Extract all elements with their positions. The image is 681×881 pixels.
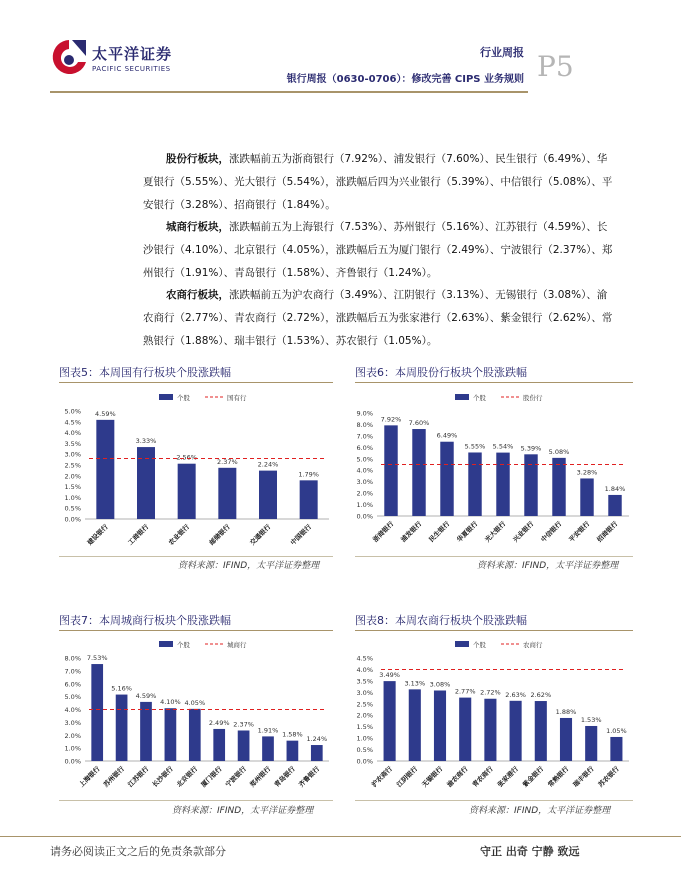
paragraph-lead: 城商行板块，: [166, 221, 229, 233]
paragraph-lead: 农商行板块，: [166, 289, 229, 301]
paragraph-line: [143, 194, 632, 217]
bar-value-label: 1.79%: [298, 470, 319, 479]
x-tick-label: 沪农商行: [369, 764, 395, 789]
bar: [96, 420, 114, 519]
y-tick-label: 4.0%: [64, 706, 81, 714]
paragraph-text: 农商行（2.77%）、青农商行（2.72%），涨跌幅后五为张家港行（2.63%）、紫金银行（2.62%）、常: [143, 312, 613, 324]
figure-caption: 图表6：本周股份行板块个股涨跌幅: [355, 366, 527, 379]
legend-label: 个股: [473, 641, 486, 649]
footer-disclaimer: 请务必阅读正文之后的免责条款部分: [50, 845, 226, 858]
bar: [311, 745, 323, 761]
chart-state-owned-banks: [59, 385, 333, 557]
bar-value-label: 2.63%: [505, 690, 526, 699]
source-divider: [59, 556, 333, 557]
chart-joint-stock-banks: [355, 385, 633, 557]
footer-motto: 守正 出奇 宁静 致远: [480, 845, 580, 858]
y-tick-label: 3.0%: [64, 718, 81, 727]
legend-swatch-bar: [159, 394, 173, 400]
bar: [189, 709, 201, 761]
logo-emblem-icon: [50, 38, 88, 80]
figure-caption: 图表7：本周城商行板块个股涨跌幅: [59, 614, 231, 627]
y-tick-label: 2.0%: [64, 731, 81, 740]
x-tick-label: 北京银行: [175, 764, 200, 789]
bar: [484, 699, 496, 761]
bar: [140, 702, 152, 761]
bar: [580, 478, 593, 516]
x-tick-label: 农业银行: [167, 522, 192, 547]
bar: [496, 453, 509, 516]
x-tick-label: 宁波银行: [223, 764, 249, 789]
figure-caption: 图表5：本周国有行板块个股涨跌幅: [59, 366, 231, 379]
bar-value-label: 1.88%: [555, 707, 577, 716]
legend-swatch-bar: [455, 641, 469, 647]
bar-value-label: 1.53%: [580, 715, 602, 724]
x-tick-label: 浦发银行: [399, 519, 424, 544]
paragraph-line: [166, 216, 632, 239]
logo-chinese-name: 太平洋证券: [92, 45, 173, 63]
y-tick-label: 2.0%: [64, 472, 81, 481]
figure-source: 资料来源：IFIND，太平洋证券整理: [469, 806, 611, 816]
x-tick-label: 瑞丰银行: [571, 764, 596, 789]
bar-value-label: 1.24%: [306, 735, 328, 744]
x-tick-label: 民生银行: [427, 519, 452, 544]
bar-value-label: 4.59%: [135, 691, 157, 700]
y-tick-label: 1.5%: [64, 483, 81, 492]
bar-value-label: 2.77%: [454, 687, 476, 696]
caption-underline: [355, 382, 633, 383]
y-tick-label: 4.0%: [356, 665, 373, 674]
bar-value-label: 2.72%: [480, 688, 501, 697]
caption-underline: [59, 382, 333, 383]
y-tick-label: 0.5%: [64, 504, 81, 513]
x-tick-label: 苏农银行: [596, 764, 621, 789]
bar-value-label: 1.84%: [604, 484, 626, 493]
y-tick-label: 0.0%: [356, 512, 373, 521]
caption-underline: [355, 630, 633, 631]
bar-value-label: 2.49%: [208, 718, 230, 727]
bar-value-label: 4.59%: [95, 409, 116, 418]
y-tick-label: 3.5%: [356, 677, 373, 686]
legend-label: 股份行: [523, 394, 543, 402]
bar: [300, 480, 318, 519]
legend-label: 国有行: [227, 394, 247, 402]
y-tick-label: 0.0%: [356, 757, 373, 766]
x-tick-label: 青农商行: [470, 764, 495, 789]
paragraph-line: [166, 148, 632, 171]
y-tick-label: 4.5%: [64, 418, 81, 427]
chart-rural-commercial-banks: [355, 633, 633, 801]
legend-label: 城商行: [227, 641, 247, 649]
bar-value-label: 4.10%: [160, 698, 181, 707]
bar-value-label: 1.91%: [257, 726, 279, 735]
page-number: P5: [537, 50, 574, 83]
y-tick-label: 8.0%: [64, 654, 81, 663]
x-tick-label: 渝农商行: [445, 764, 470, 789]
report-title: 银行周报（0630-0706）：修改完善 CIPS 业务规则: [286, 74, 524, 85]
x-tick-label: 齐鲁银行: [297, 764, 322, 789]
x-tick-label: 兴业银行: [511, 519, 536, 544]
bar-value-label: 2.37%: [233, 720, 254, 729]
y-tick-label: 7.0%: [64, 667, 81, 676]
x-tick-label: 中信银行: [539, 519, 564, 544]
y-tick-label: 0.0%: [64, 515, 81, 524]
x-tick-label: 常熟银行: [546, 764, 571, 789]
y-tick-label: 6.0%: [64, 680, 81, 689]
company-logo: [50, 38, 185, 84]
bar: [610, 737, 622, 761]
y-tick-label: 2.0%: [356, 711, 373, 720]
x-tick-label: 华夏银行: [455, 519, 480, 544]
bar: [259, 471, 277, 519]
x-tick-label: 江阴银行: [395, 764, 420, 789]
y-tick-label: 1.0%: [64, 493, 81, 502]
bar: [552, 458, 565, 516]
paragraph-text: 沙银行（4.10%）、北京银行（4.05%），涨跌幅后五为厦门银行（2.49%）、宁波银行（2.37%）、郑: [143, 244, 613, 256]
footer-divider: [0, 836, 681, 837]
bar-value-label: 3.08%: [429, 680, 451, 689]
bar-value-label: 1.58%: [282, 730, 303, 739]
bar: [510, 701, 522, 761]
bar: [384, 425, 397, 516]
paragraph-lead: 股份行板块，: [166, 153, 229, 165]
y-tick-label: 3.0%: [356, 478, 373, 487]
legend-swatch-bar: [159, 641, 173, 647]
y-tick-label: 8.0%: [356, 420, 373, 429]
paragraph-text: 涨跌幅前五为沪农商行（3.49%）、江阴银行（3.13%）、无锡银行（3.08%）、渝: [229, 289, 608, 301]
bar-value-label: 7.53%: [86, 654, 108, 663]
paragraph-text: 涨跌幅前五为上海银行（7.53%）、苏州银行（5.16%）、江苏银行（4.59%）、长: [229, 221, 608, 233]
x-tick-label: 招商银行: [595, 519, 620, 544]
figure-source: 资料来源：IFIND，太平洋证券整理: [477, 561, 619, 571]
y-tick-label: 2.0%: [356, 489, 373, 498]
bar-value-label: 5.55%: [464, 442, 486, 451]
x-tick-label: 交通银行: [248, 522, 273, 547]
bar-value-label: 4.05%: [184, 698, 206, 707]
figure-source: 资料来源：IFIND，太平洋证券整理: [178, 561, 320, 571]
source-divider: [355, 556, 633, 557]
bar-value-label: 3.28%: [576, 468, 598, 477]
bar-value-label: 5.54%: [492, 442, 514, 451]
y-tick-label: 3.5%: [64, 439, 81, 448]
bar-value-label: 2.24%: [257, 460, 279, 469]
x-tick-label: 建设银行: [85, 522, 110, 547]
bar-value-label: 7.60%: [408, 419, 430, 428]
x-tick-label: 工商银行: [126, 522, 151, 547]
paragraph-text: 涨跌幅前五为浙商银行（7.92%）、浦发银行（7.60%）、民生银行（6.49%）、华: [229, 153, 608, 165]
bar-value-label: 3.13%: [404, 679, 426, 688]
x-tick-label: 紫金银行: [521, 764, 546, 789]
y-tick-label: 3.0%: [356, 688, 373, 697]
paragraph-text: 夏银行（5.55%）、光大银行（5.54%），涨跌幅后四为兴业银行（5.39%）、中信银行（5.08%）、平: [143, 176, 613, 188]
x-tick-label: 长沙银行: [150, 764, 175, 789]
bar: [116, 695, 128, 761]
bar: [440, 442, 453, 516]
bar-value-label: 5.39%: [520, 444, 542, 453]
bar: [384, 681, 396, 761]
bar: [585, 726, 597, 761]
bar: [560, 718, 572, 761]
y-tick-label: 4.0%: [64, 429, 81, 438]
bar: [137, 447, 155, 519]
legend-label: 个股: [177, 394, 190, 402]
bar-value-label: 3.33%: [135, 437, 157, 446]
bar: [178, 464, 196, 519]
x-tick-label: 厦门银行: [199, 764, 224, 789]
y-tick-label: 4.0%: [356, 466, 373, 475]
x-tick-label: 无锡银行: [420, 764, 445, 789]
paragraph-line: [143, 330, 632, 353]
bar-value-label: 3.49%: [379, 671, 400, 680]
y-tick-label: 1.0%: [64, 744, 81, 753]
x-tick-label: 张家港行: [495, 764, 521, 789]
bar: [287, 741, 299, 761]
bar: [412, 429, 425, 516]
legend-swatch-bar: [455, 394, 469, 400]
paragraph-line: [143, 239, 632, 262]
bar: [409, 689, 421, 761]
y-tick-label: 9.0%: [356, 409, 373, 418]
paragraph-line: [143, 262, 632, 285]
y-tick-label: 3.0%: [64, 450, 81, 459]
legend-label: 个股: [473, 394, 486, 402]
paragraph-text: 熟银行（1.88%）、瑞丰银行（1.53%）、苏农银行（1.05%）。: [143, 335, 438, 347]
x-tick-label: 郑州银行: [248, 764, 273, 789]
bar: [459, 698, 471, 761]
bar: [434, 691, 446, 761]
x-tick-label: 青岛银行: [272, 764, 297, 789]
bar: [468, 452, 481, 516]
x-tick-label: 邮储银行: [207, 522, 232, 547]
y-tick-label: 5.0%: [64, 407, 81, 416]
y-tick-label: 5.0%: [356, 455, 373, 464]
bar-value-label: 5.16%: [111, 684, 132, 693]
paragraph-text: 州银行（1.91%）、青岛银行（1.58%）、齐鲁银行（1.24%）。: [143, 267, 438, 279]
y-tick-label: 1.5%: [356, 723, 373, 732]
x-tick-label: 浙商银行: [371, 519, 396, 544]
figure-caption: 图表8：本周农商行板块个股涨跌幅: [355, 614, 527, 627]
y-tick-label: 4.5%: [356, 654, 373, 663]
bar-value-label: 2.62%: [530, 691, 552, 700]
bar-value-label: 7.92%: [380, 415, 402, 424]
bar-value-label: 1.05%: [606, 726, 627, 735]
bar: [524, 454, 537, 516]
bar: [91, 664, 103, 761]
logo-english-name: PACIFIC SECURITIES: [92, 65, 171, 73]
bar-value-label: 5.08%: [548, 447, 570, 456]
paragraph-line: [143, 171, 632, 194]
source-divider: [355, 800, 633, 801]
y-tick-label: 6.0%: [356, 443, 373, 452]
bar: [262, 736, 274, 761]
chart-city-commercial-banks: [59, 633, 333, 801]
figure-source: 资料来源：IFIND，太平洋证券整理: [172, 806, 314, 816]
x-tick-label: 中国银行: [289, 522, 314, 547]
bar: [165, 708, 177, 761]
source-divider: [59, 800, 333, 801]
y-tick-label: 7.0%: [356, 432, 373, 441]
bar: [213, 729, 225, 761]
x-tick-label: 苏州银行: [101, 764, 127, 789]
paragraph-line: [166, 284, 632, 307]
bar-value-label: 6.49%: [436, 431, 458, 440]
bar: [535, 701, 547, 761]
report-type: 行业周报: [480, 46, 524, 59]
paragraph-line: [143, 307, 632, 330]
x-tick-label: 光大银行: [483, 519, 508, 544]
legend-label: 个股: [177, 641, 190, 649]
y-tick-label: 2.5%: [356, 700, 373, 709]
y-tick-label: 5.0%: [64, 693, 81, 702]
legend-label: 农商行: [523, 641, 543, 649]
y-tick-label: 0.5%: [356, 746, 373, 755]
y-tick-label: 1.0%: [356, 734, 373, 743]
bar: [218, 468, 236, 519]
x-tick-label: 平安银行: [567, 519, 592, 544]
y-tick-label: 0.0%: [64, 757, 81, 766]
y-tick-label: 2.5%: [64, 461, 81, 470]
bar: [238, 730, 250, 761]
y-tick-label: 1.0%: [356, 501, 373, 510]
bar: [608, 495, 621, 516]
caption-underline: [59, 630, 333, 631]
bar-value-label: 2.56%: [176, 453, 197, 462]
bar-value-label: 2.37%: [217, 457, 238, 466]
header-divider: [50, 91, 528, 93]
x-tick-label: 江苏银行: [126, 764, 151, 789]
paragraph-text: 安银行（3.28%）、招商银行（1.84%）。: [143, 199, 336, 211]
x-tick-label: 上海银行: [77, 764, 102, 789]
